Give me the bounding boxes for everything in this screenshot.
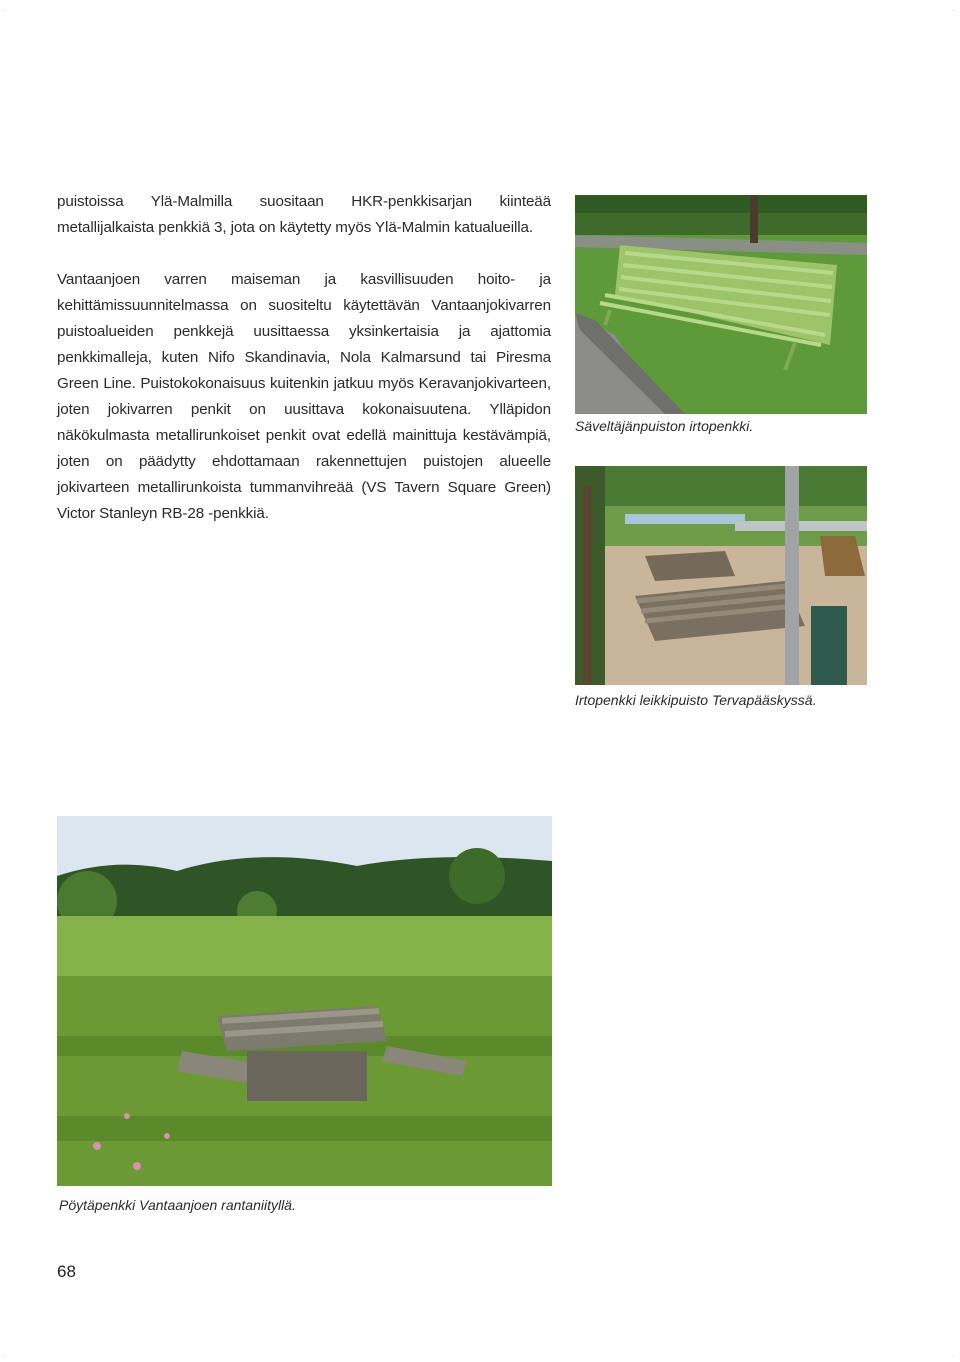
photo-caption-1: Säveltäjänpuiston irtopenkki. bbox=[575, 418, 754, 434]
crop-mark-top-right: · bbox=[952, 8, 954, 14]
photo-caption-3: Pöytäpenkki Vantaanjoen rantaniityllä. bbox=[59, 1197, 296, 1213]
photo-playground-bench bbox=[575, 466, 867, 685]
page-number: 68 bbox=[57, 1262, 76, 1281]
photo-picnic-table bbox=[57, 816, 552, 1186]
body-paragraph-2: Vantaanjoen varren maiseman ja kasvillisuuden hoito- ja kehittämissuunnitelmassa on suositeltu käytettävän Vantaanjokivarren puistoalueiden penkkejä uusittaessa yksinkertaisia ja ajattomia penkkimalleja, kuten Nifo Skandinavia, Nola Kalmarsund tai Piresma Green Line. Puistokokonaisuus kuitenkin jatkuu myös Keravanjokivarteen, joten jokivarren penkit on uusittava kokonaisuutena. Ylläpidon näkökulmasta metallirunkoiset penkit ovat edellä mainittuja kestävämpiä, joten on päädytty ehdottamaan rakennettujen puistojen alueelle jokivarteen metallirunkoista tummanvihreää (VS Tavern Square Green) Victor Stanleyn RB-28 -penkkiä. bbox=[57, 271, 551, 522]
photo-green-bench bbox=[575, 195, 867, 414]
crop-mark-bottom-left: · bbox=[2, 1354, 4, 1360]
crop-mark-bottom-right: · bbox=[952, 1354, 954, 1360]
crop-mark-top-left: · bbox=[2, 8, 4, 14]
body-paragraph-1: puistoissa Ylä-Malmilla suositaan HKR-penkkisarjan kiinteää metallijalkaista penkkiä 3, jota on käytetty myös Ylä-Malmin katualueilla. bbox=[57, 193, 551, 236]
photo-caption-2: Irtopenkki leikkipuisto Tervapääskyssä. bbox=[575, 692, 817, 708]
